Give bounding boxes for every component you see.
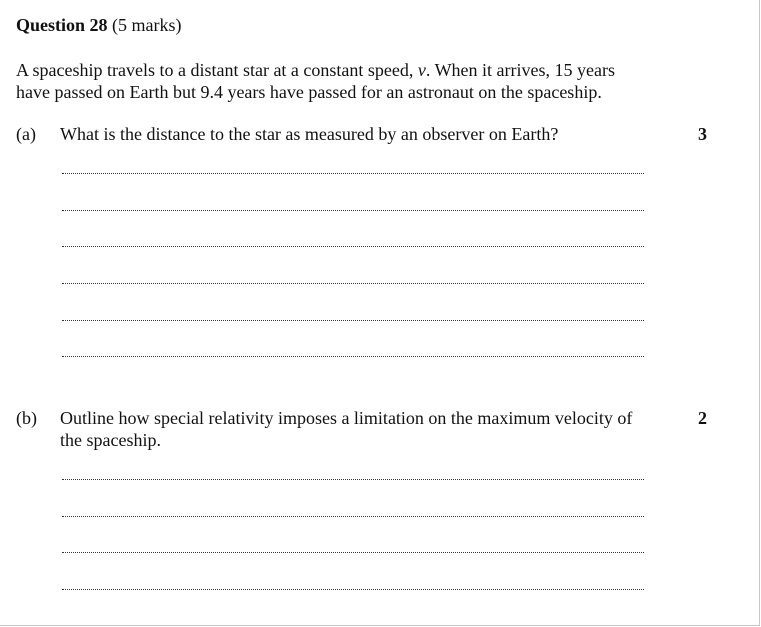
stem-text-1a: A spaceship travels to a distant star at a constant speed, (16, 60, 418, 80)
stem-text-1b: . When it arrives, 15 years (425, 60, 615, 80)
speed-variable: v (417, 60, 426, 80)
part-b-marks: 2 (698, 408, 707, 428)
part-b-question (60, 407, 660, 451)
part-b-answer-line-2[interactable] (62, 516, 644, 517)
part-b-question-line-1: Outline how special relativity imposes a limitation on the maximum velocity of (60, 408, 633, 428)
part-a-answer-line-6[interactable] (62, 356, 644, 357)
part-a-label: (a) (16, 124, 36, 144)
question-number: Question 28 (16, 15, 108, 35)
part-a-question-line-1: What is the distance to the star as measured by an observer on Earth? (60, 124, 559, 144)
question-heading (16, 14, 182, 36)
question-total-marks: (5 marks) (112, 15, 182, 35)
part-a-answer-line-5[interactable] (62, 320, 644, 321)
part-a-answer-line-3[interactable] (62, 246, 644, 247)
part-b-question-line-2: the spaceship. (60, 430, 161, 450)
question-stem-line-1 (16, 59, 656, 81)
part-b-label: (b) (16, 408, 37, 428)
question-stem (16, 59, 656, 103)
part-a-answer-line-2[interactable] (62, 210, 644, 211)
part-b-answer-line-3[interactable] (62, 552, 644, 553)
part-a-answer-line-4[interactable] (62, 283, 644, 284)
part-b-answer-line-4[interactable] (62, 589, 644, 590)
part-a-question (60, 123, 660, 145)
part-a-marks: 3 (698, 124, 707, 144)
part-b-answer-line-1[interactable] (62, 479, 644, 480)
question-stem-line-2: have passed on Earth but 9.4 years have passed for an astronaut on the spaceship. (16, 82, 602, 102)
part-a-answer-line-1[interactable] (62, 173, 644, 174)
